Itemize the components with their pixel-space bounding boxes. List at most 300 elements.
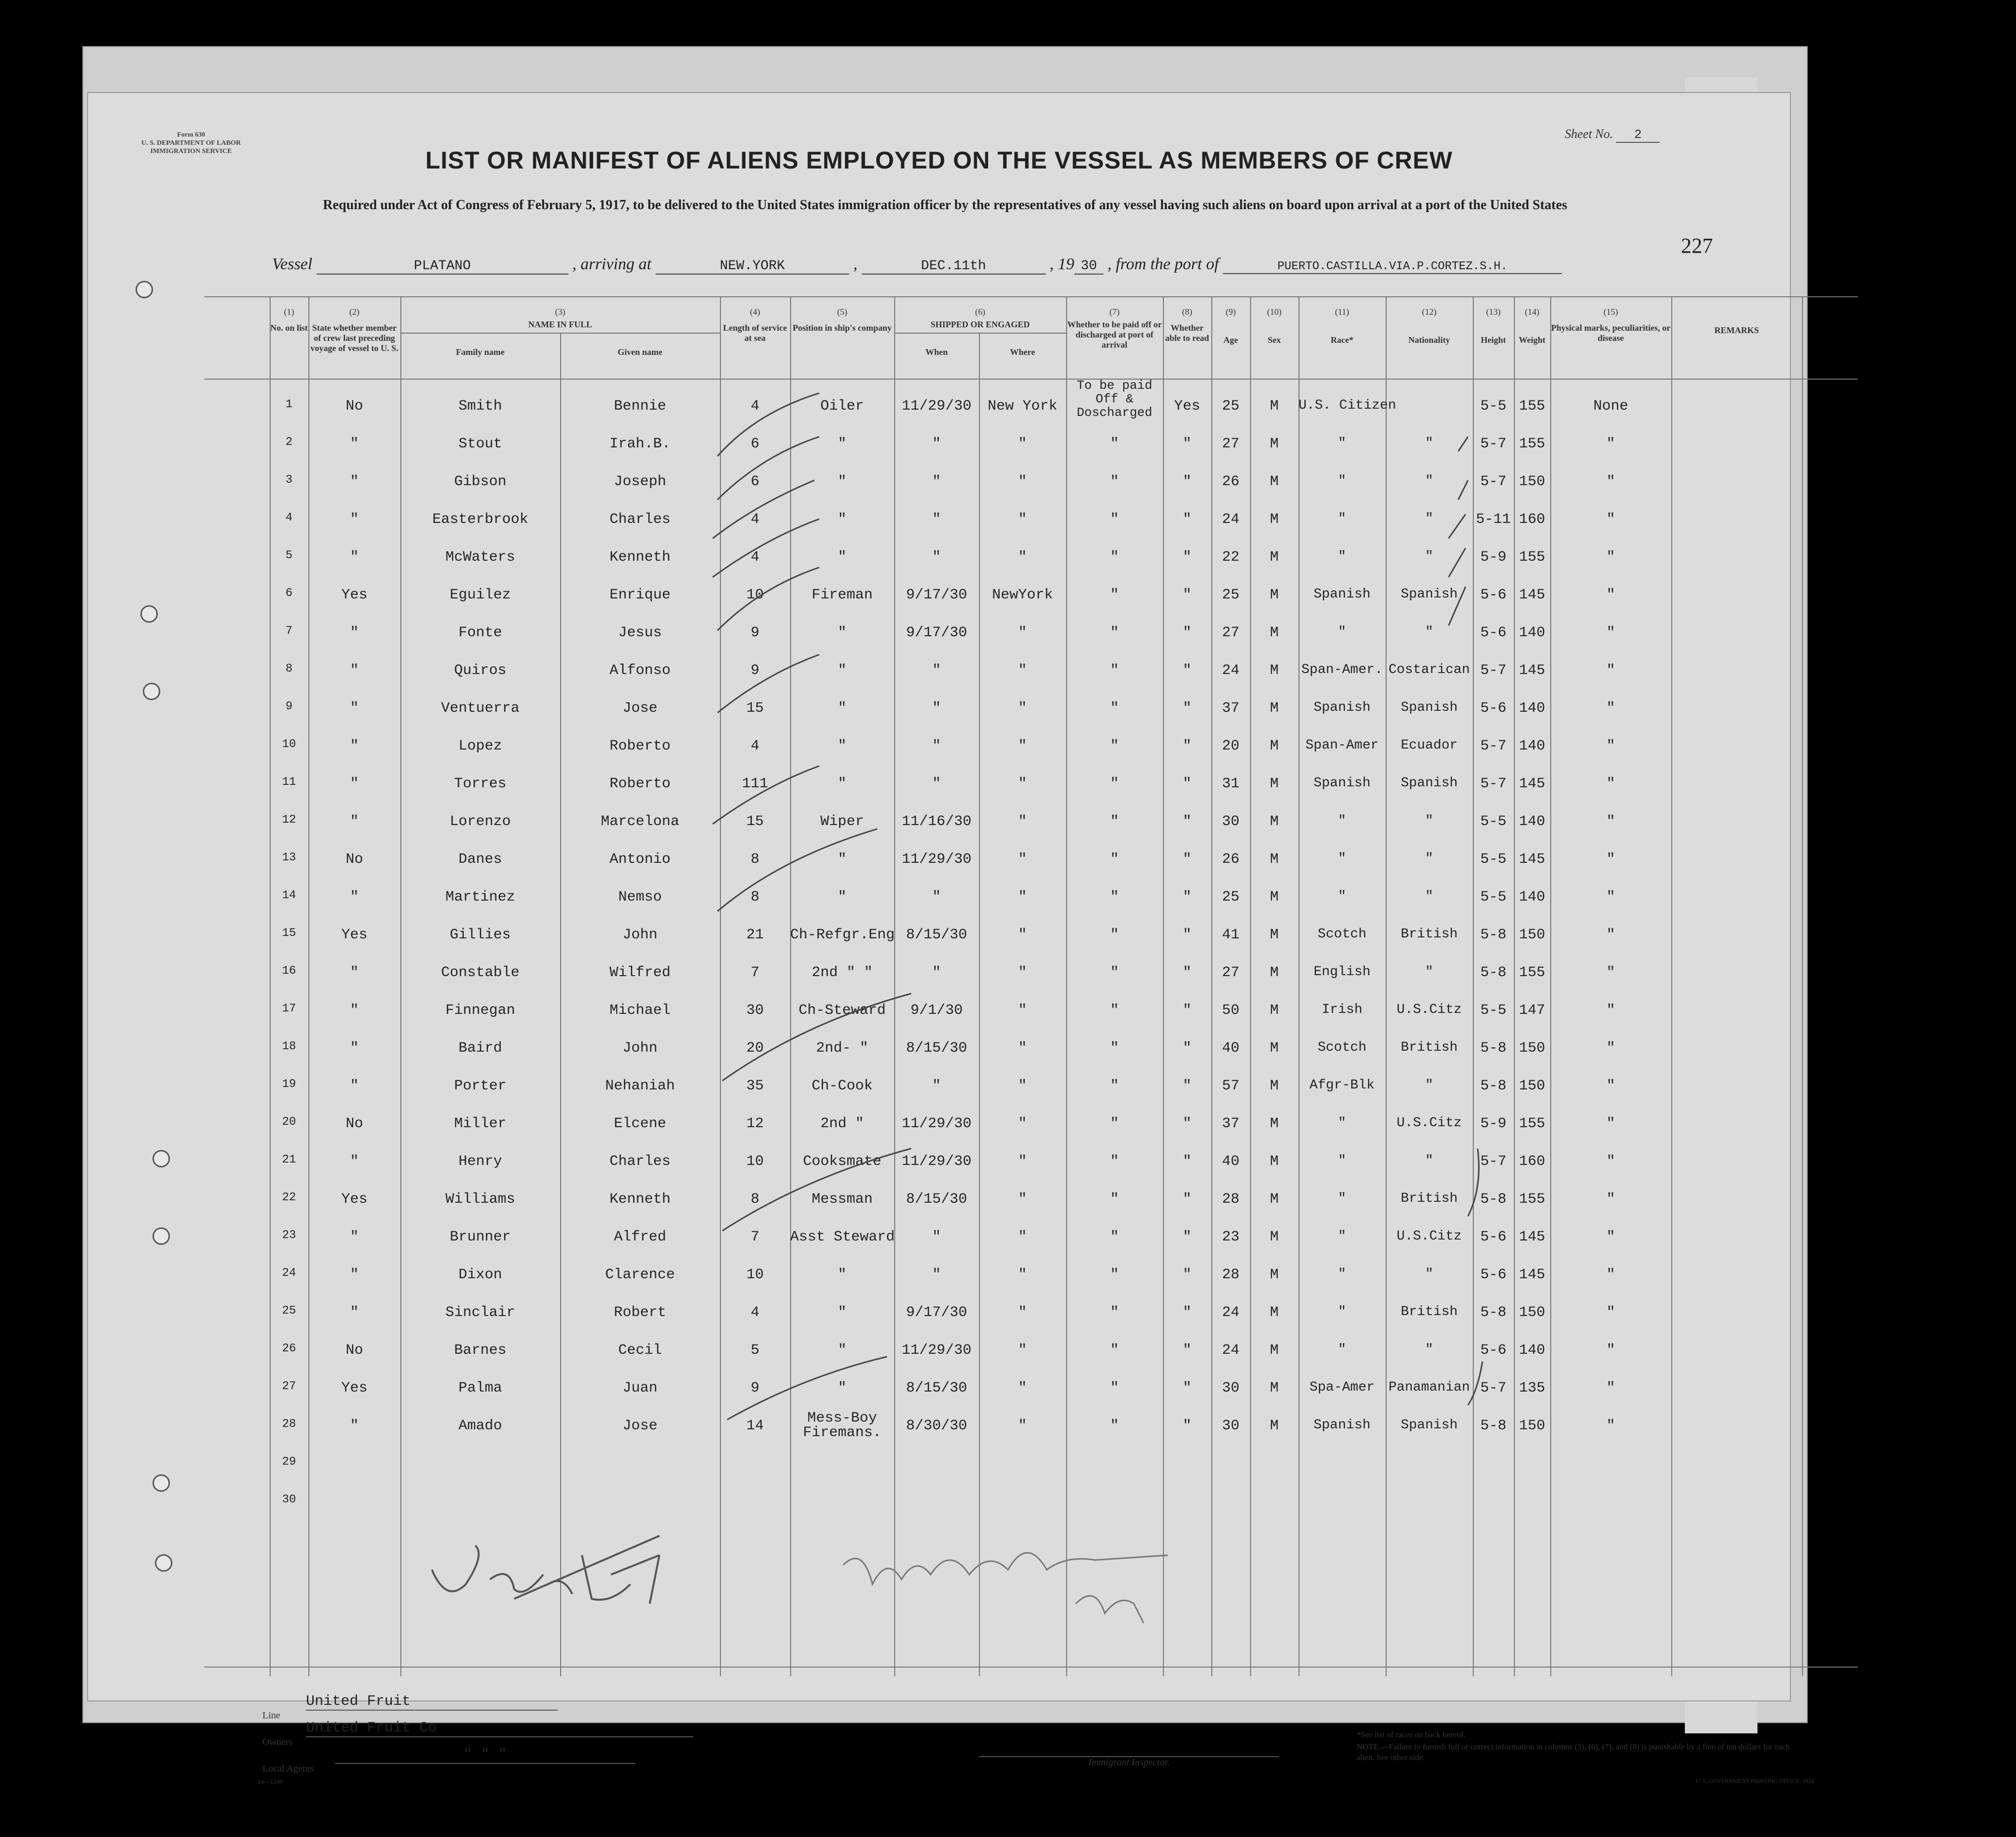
cell-age: 25 [1222, 889, 1239, 905]
cell-physical: " [1606, 700, 1615, 717]
cell-when: " [932, 1267, 941, 1283]
cell-length: 12 [746, 1116, 764, 1132]
column-header: When [925, 347, 948, 357]
column-header: (13) [1486, 307, 1501, 317]
cell-height: 5-7 [1480, 738, 1507, 754]
cell-given: Kenneth [609, 549, 671, 566]
cell-sex: M [1269, 436, 1279, 452]
cell-age: 40 [1222, 1153, 1239, 1170]
cell-where: " [1018, 625, 1027, 641]
column-header: (6) [975, 307, 985, 317]
cell-weight: 150 [1519, 1418, 1545, 1434]
cell-read: " [1182, 1304, 1191, 1321]
cell-length: 8 [750, 1191, 760, 1208]
column-header: Given name [617, 347, 663, 357]
cell-where: " [1018, 1191, 1027, 1208]
cell-family: Miller [454, 1116, 507, 1132]
cell-paid: " [1110, 1040, 1119, 1056]
cell-when: " [932, 662, 941, 679]
cell-race: Irish [1321, 1002, 1362, 1017]
cell-given: Marcelona [600, 813, 680, 830]
cell-race: " [1338, 511, 1346, 526]
cell-read: " [1182, 436, 1191, 452]
cell-height: 5-7 [1480, 436, 1507, 452]
check-11 [727, 1357, 887, 1420]
column-header: Length of service at sea [723, 323, 787, 343]
cell-read: " [1182, 1153, 1191, 1170]
cell-length: 7 [750, 964, 760, 981]
cell-paid: " [1110, 738, 1119, 754]
cell-prev: " [350, 1078, 359, 1094]
column-header: No. on list [270, 323, 308, 333]
cell-prev: Yes [341, 587, 367, 603]
cell-physical: " [1606, 776, 1615, 792]
cell-weight: 155 [1519, 436, 1545, 452]
cell-where: " [1018, 1342, 1027, 1359]
cell-no: 21 [282, 1153, 296, 1166]
cell-no: 3 [285, 474, 293, 487]
cell-physical: " [1606, 436, 1615, 452]
cell-no: 16 [282, 964, 296, 978]
cell-prev: " [350, 436, 359, 452]
cell-given: Charles [609, 511, 671, 528]
cell-paid: " [1110, 1342, 1119, 1359]
cell-prev: " [350, 1002, 359, 1019]
cell-prev: " [350, 625, 359, 641]
cell-sex: M [1269, 776, 1279, 792]
cell-height: 5-6 [1480, 587, 1507, 603]
cell-read: " [1182, 813, 1191, 830]
crew-table [175, 296, 1877, 1676]
cell-read: " [1182, 1116, 1191, 1132]
cell-no: 19 [282, 1078, 296, 1091]
cell-where: " [1018, 889, 1027, 905]
cell-family: Williams [445, 1191, 516, 1208]
cell-where: " [1018, 700, 1027, 717]
cell-weight: 150 [1519, 927, 1545, 943]
cell-given: Alfonso [609, 662, 671, 679]
cell-prev: " [350, 1267, 359, 1283]
cell-physical: " [1606, 1002, 1615, 1019]
cell-position: Ch-Refgr.Eng [790, 927, 895, 943]
cell-height: 5-7 [1480, 776, 1507, 792]
cell-position: Ch-Cook [811, 1078, 873, 1094]
cell-when: 8/30/30 [906, 1418, 967, 1434]
cell-nationality: British [1401, 927, 1458, 942]
cell-sex: M [1269, 398, 1279, 414]
cell-read: " [1182, 1229, 1191, 1245]
vessel-name: PLATANO [317, 259, 568, 275]
tick-3 [1449, 548, 1466, 577]
cell-position: 2nd- " [816, 1040, 869, 1056]
cell-sex: M [1269, 1380, 1279, 1396]
cell-age: 30 [1222, 813, 1239, 830]
punch-hole [153, 1227, 170, 1245]
cell-read: " [1182, 776, 1191, 792]
vessel-line: Vessel PLATANO , arriving at NEW.YORK , DEC.11th , 19 30 , from the port of PUERTO.CASTILLA.VIA.P.CORTEZ.S.H. [272, 255, 1562, 275]
owners-label: Owners [262, 1737, 293, 1747]
cell-weight: 145 [1519, 851, 1545, 868]
cell-no: 1 [285, 398, 293, 411]
column-header: Whether to be paid off or discharged at port of arrival [1067, 320, 1162, 350]
cell-no: 7 [285, 625, 293, 638]
cell-sex: M [1269, 738, 1279, 754]
cell-position: Ch-Steward [798, 1002, 886, 1019]
cell-given: Wilfred [609, 964, 671, 981]
cell-where: " [1018, 927, 1027, 943]
cell-no: 26 [282, 1342, 296, 1355]
cell-sex: M [1269, 1002, 1279, 1019]
cell-sex: M [1269, 1078, 1279, 1094]
cell-length: 8 [750, 851, 760, 868]
cell-where: " [1018, 776, 1027, 792]
column-header: (14) [1525, 307, 1540, 317]
cell-when: 8/15/30 [906, 927, 967, 943]
cell-read: " [1182, 1191, 1191, 1208]
cell-physical: " [1606, 1153, 1615, 1170]
cell-read: " [1182, 549, 1191, 566]
cell-race: Spanish [1313, 700, 1371, 715]
cell-no: 22 [282, 1191, 296, 1204]
cell-when: " [932, 1078, 941, 1094]
cell-read: " [1182, 964, 1191, 981]
cell-weight: 145 [1519, 1229, 1545, 1245]
cell-family: Sinclair [445, 1304, 516, 1321]
cell-nationality: British [1401, 1191, 1458, 1206]
cell-prev: " [350, 776, 359, 792]
cell-race: Afgr-Blk [1309, 1078, 1375, 1093]
column-header: Height [1481, 335, 1506, 345]
cell-where: " [1018, 1418, 1027, 1434]
cell-age: 22 [1222, 549, 1239, 566]
cell-physical: " [1606, 1116, 1615, 1132]
cell-sex: M [1269, 1040, 1279, 1056]
cell-nationality: Spanish [1401, 776, 1458, 791]
cell-no: 11 [282, 776, 296, 789]
cell-length: 9 [750, 1380, 760, 1396]
cell-physical: " [1606, 1304, 1615, 1321]
cell-family: Gibson [454, 474, 507, 490]
arriving-label: , arriving at [572, 255, 652, 273]
cell-physical: " [1606, 549, 1615, 566]
cell-weight: 155 [1519, 1191, 1545, 1208]
column-header: Position in ship's company [793, 323, 892, 333]
cell-family: Quiros [454, 662, 507, 679]
cell-read: " [1182, 927, 1191, 943]
cell-weight: 150 [1519, 1040, 1545, 1056]
cell-no: 25 [282, 1304, 296, 1317]
column-header: (5) [837, 307, 847, 317]
cell-nationality: " [1425, 851, 1434, 866]
cell-position: " [838, 889, 847, 905]
cell-no: 10 [282, 738, 296, 751]
cell-sex: M [1269, 889, 1279, 905]
cell-when: 9/17/30 [906, 625, 967, 641]
cell-weight: 140 [1519, 1342, 1545, 1359]
vacant-handwriting [432, 1536, 659, 1604]
cell-age: 26 [1222, 851, 1239, 868]
checkmark-strokes [713, 393, 1482, 1420]
cell-physical: " [1606, 851, 1615, 868]
cell-where: " [1018, 1304, 1027, 1321]
cell-given: Jose [622, 1418, 657, 1434]
column-header: Nationality [1408, 335, 1450, 345]
cell-no: 12 [282, 813, 296, 827]
cell-read: " [1182, 662, 1191, 679]
cell-position: " [838, 738, 847, 754]
cell-length: 10 [746, 587, 764, 603]
column-header: (1) [284, 307, 294, 317]
cell-family: Henry [458, 1153, 502, 1170]
cell-position: Oiler [820, 398, 864, 414]
cell-where: " [1018, 964, 1027, 981]
cell-length: 4 [750, 398, 760, 414]
cell-race: " [1338, 1342, 1346, 1357]
cell-physical: " [1606, 738, 1615, 754]
inspector-label: Immigrant Inspector. [979, 1756, 1279, 1768]
form-code: 14—1240 [258, 1778, 283, 1785]
form-number: Form 630 [177, 131, 205, 138]
cell-no: 8 [285, 662, 293, 675]
cell-race: Spanish [1313, 776, 1371, 791]
cell-race: " [1338, 889, 1346, 904]
cell-position: " [838, 511, 847, 528]
cell-read: " [1182, 587, 1191, 603]
cell-family: Lopez [458, 738, 502, 754]
cell-when: 9/17/30 [906, 1304, 967, 1321]
cell-prev: " [350, 662, 359, 679]
cell-when: 11/29/30 [901, 398, 972, 414]
cell-paid: " [1110, 964, 1119, 981]
cell-nationality: " [1425, 511, 1434, 526]
cell-position: " [838, 474, 847, 490]
cell-when: " [932, 474, 941, 490]
cell-given: Irah.B. [609, 436, 671, 452]
cell-age: 28 [1222, 1267, 1239, 1283]
cell-given: Enrique [609, 587, 671, 603]
cell-family: Constable [441, 964, 520, 981]
cell-position: " [838, 436, 847, 452]
cell-paid: " [1110, 625, 1119, 641]
cell-nationality: " [1425, 1078, 1434, 1093]
cell-paid: " [1110, 1191, 1119, 1208]
cell-no: 17 [282, 1002, 296, 1015]
cell-paid: " [1110, 1116, 1119, 1132]
cell-when: 8/15/30 [906, 1380, 967, 1396]
cell-sex: M [1269, 1153, 1279, 1170]
column-header: Whether able to read [1165, 323, 1209, 343]
line-value: United Fruit [306, 1693, 558, 1711]
cell-weight: 160 [1519, 511, 1545, 528]
cell-where: " [1018, 1229, 1027, 1245]
cell-where: " [1018, 1153, 1027, 1170]
cell-race: English [1313, 964, 1371, 980]
cell-sex: M [1269, 813, 1279, 830]
cell-family: Brunner [449, 1229, 511, 1245]
cell-prev: " [350, 1153, 359, 1170]
check-6 [718, 655, 819, 713]
cell-nationality: " [1425, 964, 1434, 980]
cell-family: Gillies [449, 927, 511, 943]
column-header: (4) [750, 307, 760, 317]
column-header: (15) [1604, 307, 1618, 317]
cell-given: Juan [622, 1380, 657, 1396]
cell-when: " [932, 964, 941, 981]
cell-weight: 155 [1519, 398, 1545, 414]
cell-weight: 150 [1519, 1078, 1545, 1094]
cell-nationality: Spanish [1401, 700, 1458, 715]
cell-family: Torres [454, 776, 507, 792]
cell-where: " [1018, 1267, 1027, 1283]
cell-sex: M [1269, 625, 1279, 641]
stamp-number: 227 [1681, 234, 1713, 258]
cell-age: 24 [1222, 1304, 1239, 1321]
cell-paid: " [1110, 927, 1119, 943]
cell-prev: " [350, 474, 359, 490]
cell-age: 25 [1222, 398, 1239, 414]
cell-weight: 145 [1519, 776, 1545, 792]
cell-race: Spanish [1313, 1418, 1371, 1433]
cell-given: Joseph [613, 474, 667, 490]
cell-weight: 140 [1519, 700, 1545, 717]
cell-no: 2 [285, 436, 293, 449]
cell-physical: " [1606, 964, 1615, 981]
cell-given: Cecil [618, 1342, 662, 1359]
cell-where: " [1018, 436, 1027, 452]
cell-given: Jesus [618, 625, 662, 641]
cell-no: 5 [285, 549, 293, 562]
cell-prev: Yes [341, 1191, 367, 1208]
cell-position: " [838, 549, 847, 566]
cell-no: 30 [282, 1493, 296, 1506]
cell-nationality: " [1425, 1267, 1434, 1282]
cell-weight: 140 [1519, 813, 1545, 830]
cell-position: Fireman [811, 587, 873, 603]
cell-height: 5-7 [1480, 474, 1507, 490]
cell-position: Mess-Boy Firemans. [803, 1410, 882, 1441]
cell-height: 5-7 [1480, 662, 1507, 679]
cell-height: 5-8 [1480, 964, 1507, 981]
cell-when: 9/1/30 [910, 1002, 963, 1019]
check-2 [718, 437, 819, 500]
cell-read: " [1182, 625, 1191, 641]
cell-age: 27 [1222, 964, 1239, 981]
cell-family: Amado [458, 1418, 502, 1434]
cell-height: 5-8 [1480, 1078, 1507, 1094]
cell-when: 8/15/30 [906, 1040, 967, 1056]
cell-nationality: " [1425, 1342, 1434, 1357]
cell-where: " [1018, 738, 1027, 754]
cell-no: 18 [282, 1040, 296, 1053]
cell-no: 13 [282, 851, 296, 864]
cell-paid: " [1110, 700, 1119, 717]
cell-nationality: " [1425, 474, 1434, 489]
cell-age: 50 [1222, 1002, 1239, 1019]
cell-age: 28 [1222, 1191, 1239, 1208]
cell-when: 11/29/30 [901, 1342, 972, 1359]
column-header: Family name [456, 347, 505, 357]
cell-physical: " [1606, 1229, 1615, 1245]
cell-age: 27 [1222, 436, 1239, 452]
punch-hole [153, 1150, 170, 1167]
cell-position: " [838, 851, 847, 868]
cell-length: 20 [746, 1040, 764, 1056]
cell-age: 24 [1222, 1342, 1239, 1359]
cell-given: Roberto [609, 776, 671, 792]
cell-age: 26 [1222, 474, 1239, 490]
cell-read: " [1182, 889, 1191, 905]
cell-position: " [838, 1342, 847, 1359]
punch-hole [153, 1474, 170, 1492]
cell-sex: M [1269, 474, 1279, 490]
cell-weight: 155 [1519, 549, 1545, 566]
check-13 [1468, 1362, 1482, 1405]
cell-given: Antonio [609, 851, 671, 868]
cell-when: " [932, 1229, 941, 1245]
cell-no: 20 [282, 1116, 296, 1129]
tick-4 [1449, 587, 1466, 626]
cell-sex: M [1269, 1116, 1279, 1132]
cell-when: " [932, 889, 941, 905]
cell-weight: 147 [1519, 1002, 1545, 1019]
cell-weight: 160 [1519, 1153, 1545, 1170]
cell-physical: " [1606, 889, 1615, 905]
punch-hole [143, 683, 160, 700]
check-5 [718, 567, 819, 630]
cell-when: 11/29/30 [901, 1116, 972, 1132]
cell-prev: No [345, 1342, 363, 1359]
cell-weight: 135 [1519, 1380, 1545, 1396]
check-1 [718, 393, 819, 456]
cell-age: 25 [1222, 587, 1239, 603]
cell-age: 57 [1222, 1078, 1239, 1094]
cell-prev: " [350, 1040, 359, 1056]
agents-label: Local Agents [262, 1763, 314, 1774]
cell-weight: 140 [1519, 625, 1545, 641]
cell-given: Robert [613, 1304, 667, 1321]
cell-given: John [622, 1040, 657, 1056]
cell-length: 9 [750, 625, 760, 641]
cell-when: " [932, 549, 941, 566]
cell-no: 29 [282, 1455, 296, 1469]
cell-age: 41 [1222, 927, 1239, 943]
cell-when: 8/15/30 [906, 1191, 967, 1208]
cell-family: Smith [458, 398, 502, 414]
cell-nationality: " [1425, 813, 1434, 828]
cell-paid: " [1110, 813, 1119, 830]
cell-length: 10 [746, 1267, 764, 1283]
cell-given: Elcene [613, 1116, 667, 1132]
cell-family: Lorenzo [449, 813, 511, 830]
cell-where: " [1018, 511, 1027, 528]
cell-prev: Yes [341, 927, 367, 943]
cell-where: " [1018, 1002, 1027, 1019]
cell-family: McWaters [445, 549, 516, 566]
arrival-year: 30 [1074, 259, 1103, 275]
cell-age: 37 [1222, 1116, 1239, 1132]
cell-position: Cooksmate [803, 1153, 882, 1170]
cell-physical: " [1606, 1191, 1615, 1208]
cell-prev: " [350, 511, 359, 528]
cell-physical: " [1606, 587, 1615, 603]
cell-length: 8 [750, 889, 760, 905]
cell-nationality: Spanish [1401, 1418, 1458, 1433]
cell-paid: " [1110, 851, 1119, 868]
column-header: (9) [1225, 307, 1236, 317]
cell-family: Eguilez [449, 587, 511, 603]
cell-weight: 150 [1519, 474, 1545, 490]
cell-family: Palma [458, 1380, 502, 1396]
